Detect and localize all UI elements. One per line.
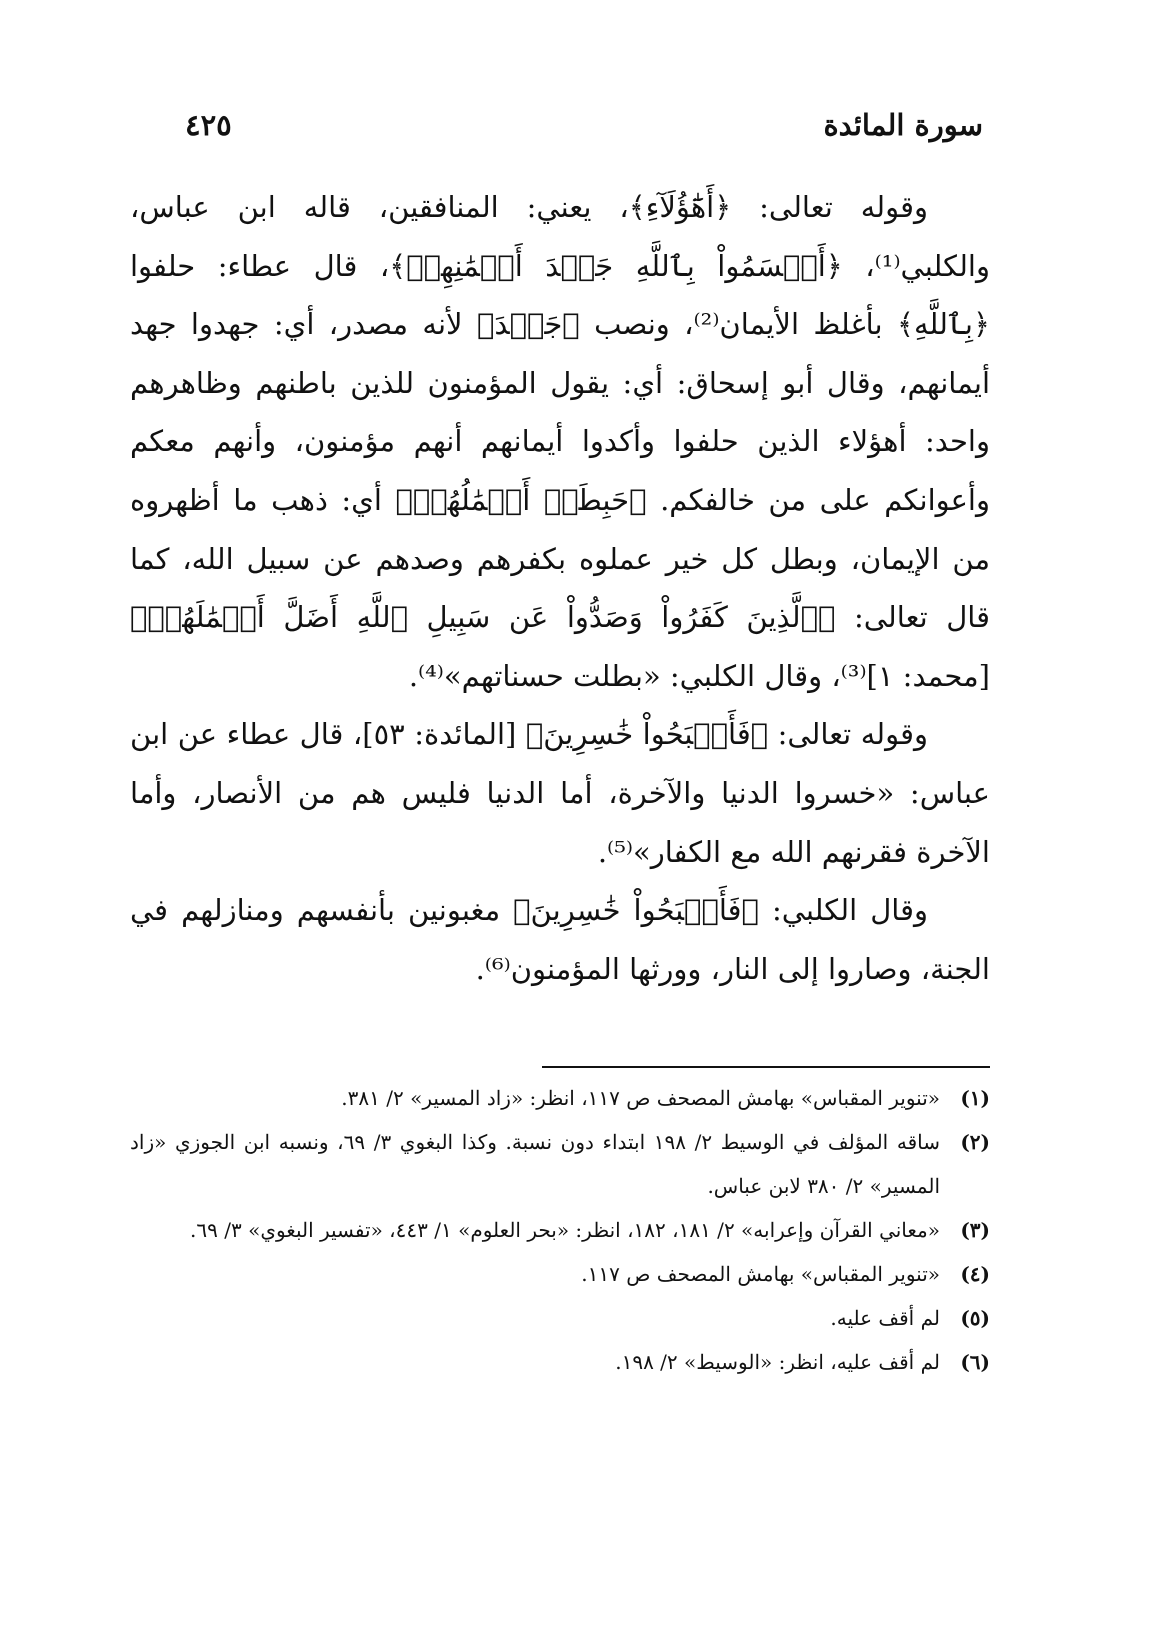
footnote-number: (٢) [960,1130,990,1154]
footnotes [130,1076,990,1384]
footnote [130,1120,990,1208]
footnote [130,1208,990,1252]
footnote-number: (٥) [960,1306,990,1330]
footnote [130,1296,990,1340]
footnote-text: ساقه المؤلف في الوسيط ٢/ ١٩٨ ابتداء دون نسبة. وكذا البغوي ٣/ ٦٩، ونسبه ابن الجوزي «زاد المسير» ٢/ ٣٨٠ لابن عباس. [130,1130,940,1198]
footnote [130,1076,990,1120]
footnote [130,1252,990,1296]
footnote-text: «تنوير المقباس» بهامش المصحف ص ١١٧. [581,1262,940,1286]
page-header [185,100,983,150]
footnote [130,1340,990,1384]
footnote-text: لم أقف عليه، انظر: «الوسيط» ٢/ ١٩٨. [615,1350,940,1374]
paragraph: وقوله تعالى: ﴿فَأَصۡبَحُواْ خَٰسِرِينَ﴾ [المائدة: ٥٣]، قال عطاء عن ابن عباس: «خسروا الدنيا والآخرة، أما الدنيا فليس هم من الأنصار، وأما الآخرة فقرنهم الله مع الكفار»⁽⁵⁾. [130,717,990,869]
footnote-text: «معاني القرآن وإعرابه» ٢/ ١٨١، ١٨٢، انظر: «بحر العلوم» ١/ ٤٤٣، «تفسير البغوي» ٣/ ٦٩. [190,1218,940,1242]
footnote-separator [542,1066,990,1068]
footnote-number: (١) [960,1086,990,1110]
footnote-number: (٣) [960,1218,990,1242]
surah-title: سورة المائدة [823,108,983,142]
footnote-number: (٤) [960,1262,990,1286]
main-text [130,178,990,998]
footnote-text: «تنوير المقباس» بهامش المصحف ص ١١٧، انظر: «زاد المسير» ٢/ ٣٨١. [341,1086,940,1110]
paragraph: وقال الكلبي: ﴿فَأَصۡبَحُواْ خَٰسِرِينَ﴾ مغبونين بأنفسهم ومنازلهم في الجنة، وصاروا إلى النار، وورثها المؤمنون⁽⁶⁾. [130,893,990,986]
page-number: ٤٢٥ [185,108,232,142]
footnote-number: (٦) [960,1350,990,1374]
paragraph: وقوله تعالى: ﴿أَهَٰٓؤُلَآءِ﴾، يعني: المنافقين، قاله ابن عباس، والكلبي⁽¹⁾، ﴿أَقۡسَمُواْ بِٱللَّهِ جَهۡدَ أَيۡمَٰنِهِمۡ﴾، قال عطاء: حلفوا ﴿بِٱللَّهِ﴾ بأغلظ الأيمان⁽²⁾، ونصب ﴿جَهۡدَ﴾ لأنه مصدر، أي: جهدوا جهد أيمانهم، وقال أبو إسحاق: أي: يقول المؤمنون للذين باطنهم وظاهرهم واحد: أهؤلاء الذين حلفوا وأكدوا أيمانهم أنهم مؤمنون، وأنهم معكم وأعوانكم على من خالفكم. ﴿حَبِطَتۡ أَعۡمَٰلُهُمۡ﴾ أي: ذهب ما أظهروه من الإيمان، وبطل كل خير عملوه بكفرهم وصدهم عن سبيل الله، كما قال تعالى: ﴿ٱلَّذِينَ كَفَرُواْ وَصَدُّواْ عَن سَبِيلِ ٱللَّهِ أَضَلَّ أَعۡمَٰلَهُمۡ﴾ [محمد: ١]⁽³⁾، وقال الكلبي: «بطلت حسناتهم»⁽⁴⁾. [130,190,990,693]
footnote-text: لم أقف عليه. [830,1306,940,1330]
